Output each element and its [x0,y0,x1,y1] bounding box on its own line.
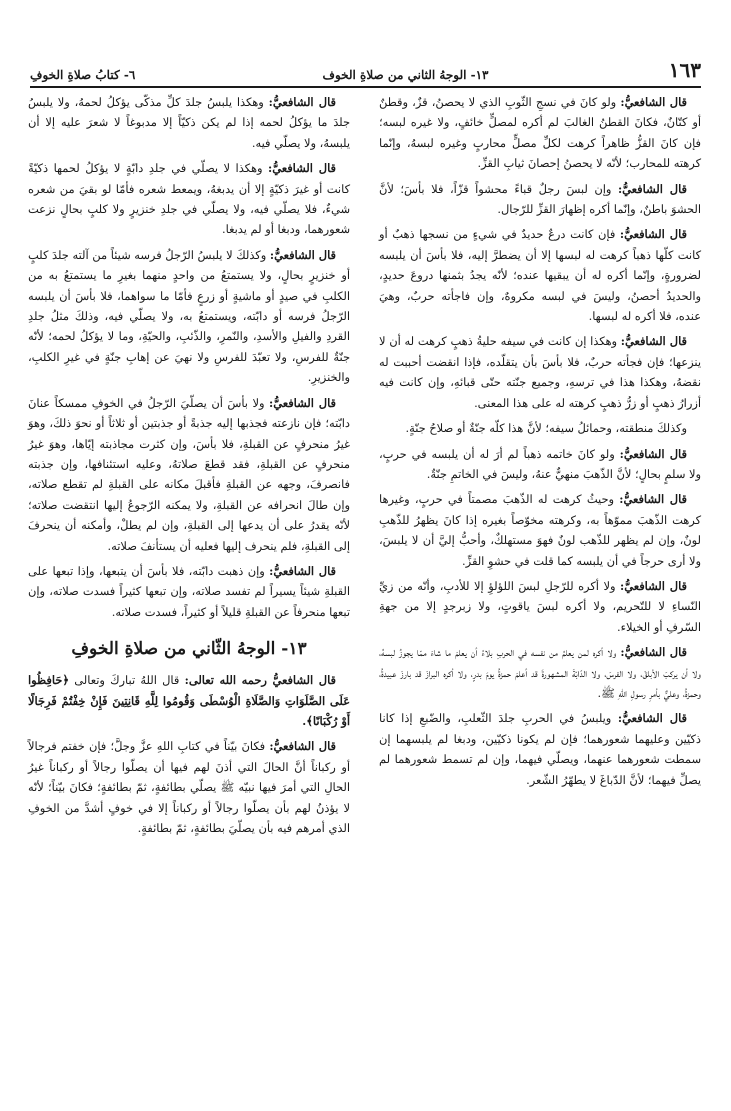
paragraph [379,418,701,438]
paragraph-text: ولا بأسَ أن يصلّيَ الرّجلُ في الخوفِ ممسكاً عنانَ دابّته؛ فإن نازعته فجذبها إليه جذبةً أو جذبتين أو ثلاثاً أو نحوَ ذلكَ، وهوَ غيرُ منحرفٍ عن القبلةِ، فلا بأسَ، وإن كثرت مجاذبته إيّاها، وهوَ غيرُ منحرفٍ عن القبلةِ، فقد قطعَ صلاتهُ، وعليه استئنافها، وإن جذبته فانصرفَ، وجهه عن القبلةِ فأقبلَ مكانه على القبلةِ لم تقطع صلاته، وإن طالَ انحرافه عن القبلةِ، ولا يمكنه الرّجوعُ إليها انتقضت صلاته؛ لأنّه يقدرُ على أن يدعها إلى القبلةِ، وإن لم يطلْ، وأمكنه أن ينحرفَ إلى القبلةِ، فلم ينحرف إليها فعليه أن يستأنفَ صلاته. [28,395,350,553]
paragraph [28,245,350,388]
speaker-label: قال الشافعيُّ: [268,161,336,176]
paragraph-text: وهكذا يلبسُ جلدَ كلِّ مذكّى يؤكلُ لحمهُ، ولا يلبسُ جلدَ ما يؤكلُ لحمه إذا لم يكن ذكيّاً إلا مدبوغاً لا شعرَ عليه إلا أن يلبسهُ، ولا يصلّي فيه. [28,95,350,150]
paragraph-text: فكانَ بيّناً في كتابِ اللهِ عزَّ وجلَّ؛ فإن خفتم فرجالاً أو ركباناً أنَّ الحالَ التي أذنَ لهم فيها أن يصلّوا رجالاً أو ركباناً غيرُ الحالِ التي أمرَ فيها نبيّه ﷺ يصلّي بطائفةٍ، ثمّ بطائفةٍ؛ فكانَ بيّناً؛ لأنّه لا يؤذنُ لهم بأن يصلّوا رجالاً أو ركباناً إلا في خوفٍ أشدَّ من الخوفِ الذي أمرهم فيه بأن يصلّيَ بطائفةٍ، ثمّ بطائفةٍ. [28,739,350,835]
paragraph [379,444,701,485]
paragraph-text: وإن ذهبت دابّته، فلا بأسَ أن يتبعها، وإذا تبعها على القبلةِ شيئاً يسيراً لم تفسد صلاته، وإن تبعها كثيراً فسدت صلاته، وإن تبعها منحرفاً عن القبلةِ قليلاً أو كثيراً، فسدت صلاته. [28,563,350,619]
paragraph-text: وهكذا إن كانت في سيفه حليةُ ذهبٍ كرهت له أن لا ينزعها؛ فإن فجأته حربٌ، فلا بأسَ بأن يتقلّده، فإذا انقضت أحببت له نقضهُ، وهكذا هذا في ترسهِ، وجميع جنّته حتّى قبائهِ، وإن كانت فيه أزرارُ ذهبٍ أو زرُّ ذهبٍ كرهته له على هذا المعنى. [379,334,701,410]
paragraph [379,179,701,220]
paragraph-text: ولو كانَ في نسجِ الثّوبِ الذي لا يحصنُ، قزٌ، وقطنٌ أو كتّانٌ، فكانَ القطنُ الغالبَ لم أكره لمصلٍّ خائفٍ، ولا غيره لبسه؛ فإن كانَ القزُّ ظاهراً كرهت لكلِّ مصلٍّ محاربٍ وغيره لبسهُ، وإنّما كرهته للمحارب؛ لأنّه لا يحصنُ إحصانَ ثيابِ القزِّ. [379,95,701,171]
paragraph-text: ولو كانَ خاتمه ذهباً لم أرَ له أن يلبسه في حربٍ، ولا سلمٍ بحالٍ؛ لأنَّ الذّهبَ منهيٌّ عنهُ، وليسَ في الخاتمِ جنّةٌ. [379,446,701,481]
speaker-label: قال الشافعيُّ: [617,181,687,196]
paragraph-text: وحيثُ كرهت له الذّهبَ مصمتاً في حربٍ، وغيرها كرهت الذّهبَ مموّهاً به، وكرهته مخوّصاً بغيره إذا كانَ يظهرُ للذّهبِ لونٌ، وإن لم يظهر للذّهب لونٌ فهوَ مستهلكٌ، وأحبُّ إليَّ أن لا يلبسَ، ولا أرى حرجاً في أن يلبسه كما قلت في حشوِ القزِّ. [379,492,701,568]
paragraph [379,576,701,637]
right-column [379,92,701,795]
paragraph [28,670,350,731]
speaker-label: قال الشافعيُّ: [269,247,336,262]
paragraph [379,331,701,413]
paragraph [379,224,701,326]
paragraph-text: وكذلكَ منطقته، وحمائلُ سيفه؛ لأنَّ هذا كلّه جنّةٌ أو صلاحُ جنّةٍ. [405,421,687,436]
speaker-label: قال الشافعيُّ: [620,95,687,109]
header-rule [30,86,701,88]
running-title-chapter: ١٣- الوجهُ الثاني من صلاةِ الخوف [322,68,489,82]
page-number: ١٦٣ [668,58,701,82]
paragraph-text: وهكذا لا يصلّي في جلدِ دابّةٍ لا يؤكلُ لحمها ذكيّةً كانت أو غيرَ ذكيّةٍ إلا أن يدبغهُ، ويمعط شعره فأمّا لو بقيَ من شعره شيءٌ، فلا يصلّي فيه، ولا يصلّي في جلدِ خنزيرٍ ولا كلبٍ بحالٍ نزعت شعورهما، ودبغا أو لم يدبغا. [28,161,350,237]
paragraph [379,642,701,703]
paragraph [28,561,350,622]
speaker-label: قال الشافعيُّ رحمه الله تعالى: [184,673,336,688]
running-title-book: ٦- كتابُ صلاةِ الخوفِ [30,68,136,82]
speaker-label: قال الشافعيُّ: [269,739,336,754]
page-header [30,58,701,82]
paragraph [28,158,350,240]
paragraph-text: ويلبسُ في الحربِ جلدَ الثّعلبِ، والضّبعِ إذا كانا ذكيّين وعليهما شعورهما؛ فإن لم يكونا ذكيّين، ودبغا لم يلبسهما إن سمطت شعورهما عنهما، ويصلّي فيهما، وإن لم تسمط شعورهما لم يصلِّ فيهما؛ لأنَّ الدّباغَ لا يطهّرُ الشّعر. [379,711,701,787]
speaker-label: قال الشافعيُّ: [617,711,687,726]
speaker-label: قال الشافعيُّ: [620,334,687,349]
speaker-label: قال الشافعيُّ: [619,446,687,461]
left-column [28,92,350,843]
speaker-label: قال الشافعيُّ: [619,227,687,242]
speaker-label: قال الشافعيُّ: [620,645,687,660]
paragraph-text: قال اللهُ تباركَ وتعالى [69,673,185,688]
speaker-label: قال الشافعيُّ: [268,95,336,109]
section-heading: ١٣- الوجهُ الثّاني من صلاةِ الخوفِ [71,639,307,660]
paragraph [28,393,350,556]
speaker-label: قال الشافعيُّ: [620,578,687,593]
paragraph [379,489,701,571]
paragraph [28,736,350,838]
paragraph-text: فإن كانت درعٌ حديدٌ في شيءٍ من نسجها ذهبٌ أو كانت كلّها ذهباً كرهت له لبسها إلا أن يضطرَّ إليه، فلا بأسَ أن يلبسه لضرورةٍ، وإنّما أكره له أن يبقيها عنده؛ لأنّه يجدُ بثمنها دروعَ حديدٍ، والحديدُ أحصنُ، وليسَ في لبسه مكروهٌ، وإن فاجأته حربٌ، وهيَ عنده، فلا أكره له لبسها. [379,227,701,324]
paragraph [379,92,701,174]
paragraph [28,92,350,153]
paragraph-text: ولا أكره لمن يعلمُ من نفسه في الحربِ بلاءً أن يعلمَ ما شاءَ ممّا يجوزُ لبسهُ، ولا أن يركبَ الأبلقَ، ولا الفرسَ، ولا الدّابّةَ المشهورةَ قد أعلمَ حمزةُ يومَ بدرٍ، ولا أكره البرازَ قد بارزَ عبيدةُ، وحمزةُ، وعليٌّ بأمرِ رسولِ اللهِ ﷺ. [379,645,701,700]
paragraph-text: وإن لبسَ رجلٌ قباءً محشواً قزّاً، فلا بأسَ؛ لأنَّ الحشوَ باطنٌ، وإنّما أكره إظهارَ القزِّ للرّجال. [379,181,701,217]
paragraph-text: ولا أكره للرّجلِ لبسَ اللؤلؤِ إلا للأدبِ، وأنّه من زيِّ النّساءِ لا للتّحريم، ولا أكره لبسَ ياقوتٍ، ولا زبرجدٍ إلا من جهةِ السّرفِ أو الخيلاء. [379,578,701,634]
paragraph [379,708,701,790]
speaker-label: قال الشافعيُّ: [619,492,687,507]
paragraph-text: وكذلكَ لا يلبسُ الرّجلُ فرسه شيئاً من آلته جلدَ كلبٍ أو خنزيرٍ بحالٍ، ولا يستمتعُ من واحدٍ منهما بغيرِ ما يستمتعُ به من الكلبِ في صيدٍ أو ماشيةٍ أو زرعٍ فأمّا ما سواهما، فلا بأسَ أن يلبسه الرّجلُ فرسه أو دابّته، ويستمتعُ به، ولا يصلّي فيه، وذلكَ مثلُ جلدِ القردِ والفيلِ والأسدِ، والنّمرِ، والذّئبِ، والحيّةِ، وما لا يؤكلُ لحمه؛ لأنّه جنّةٌ للفرسِ، ولا تعبّدَ للفرسِ ولا نهيَ عن إهابِ جنّةٍ في غيرِ الكلبِ، والخنزيرِ. [28,247,350,385]
quran-verse: ﴿حَافِظُوا عَلَى الصَّلَوَاتِ وَالصَّلَاةِ الْوُسْطَى وَقُومُوا لِلَّهِ قَانِتِينَ فَإِنْ خِفْتُمْ فَرِجَالًا أَوْ رُكْبَانًا﴾. [28,673,350,728]
speaker-label: قال الشافعيُّ: [269,395,336,410]
speaker-label: قال الشافعيُّ: [269,563,336,578]
